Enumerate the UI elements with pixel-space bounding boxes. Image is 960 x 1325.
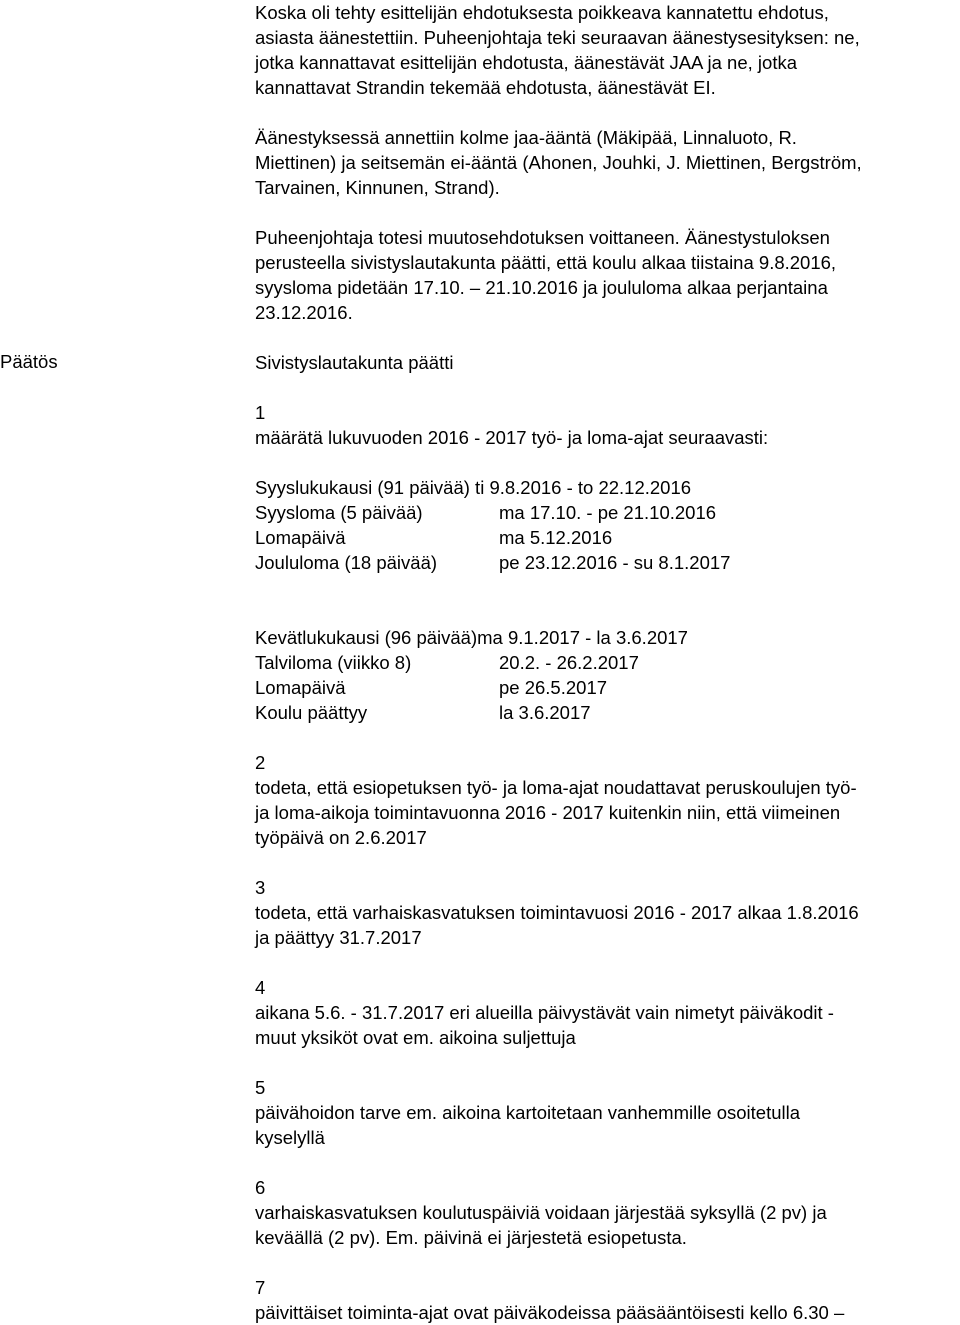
item-number: 5 (255, 1077, 266, 1098)
schedule-value: ma 5.12.2016 (499, 527, 613, 548)
spacer (255, 1050, 955, 1075)
decision-item-4 (255, 975, 955, 1050)
item-text: aikana 5.6. - 31.7.2017 eri alueilla päivystävät vain nimetyt päiväkodit - (255, 1002, 834, 1023)
section-label-decision: Päätös (0, 351, 58, 372)
spacer (255, 375, 955, 400)
item-text: ja loma-aikoja toimintavuonna 2016 - 2017 kuitenkin niin, että viimeinen (255, 802, 841, 823)
item-text: todeta, että esiopetuksen työ- ja loma-ajat noudattavat peruskoulujen työ- (255, 777, 857, 798)
vote-result-paragraph (255, 125, 955, 200)
spacer (255, 575, 955, 600)
spacer (255, 850, 955, 875)
text-line: jotka kannattavat esittelijän ehdotusta, äänestävät JAA ja ne, jotka (255, 52, 797, 73)
text-line: Tarvainen, Kinnunen, Strand). (255, 177, 500, 198)
item-text: todeta, että varhaiskasvatuksen toimintavuosi 2016 - 2017 alkaa 1.8.2016 (255, 902, 859, 923)
schedule-row (255, 525, 955, 550)
item-number: 6 (255, 1177, 266, 1198)
schedule-row (255, 500, 955, 525)
item-text: määrätä lukuvuoden 2016 - 2017 työ- ja loma-ajat seuraavasti: (255, 427, 769, 448)
schedule-label: Koulu päättyy (255, 702, 368, 723)
item-text: muut yksiköt ovat em. aikoina suljettuja (255, 1027, 576, 1048)
item-text: päivittäiset toiminta-ajat ovat päiväkodeissa pääsääntöisesti kello 6.30 – (255, 1302, 845, 1323)
item-number: 2 (255, 752, 266, 773)
schedule-value: 20.2. - 26.2.2017 (499, 652, 639, 673)
item-text: ja päättyy 31.7.2017 (255, 927, 422, 948)
decision-item-3 (255, 875, 955, 950)
schedule-value: ma 17.10. - pe 21.10.2016 (499, 502, 717, 523)
schedule-label: Lomapäivä (255, 677, 346, 698)
text-line: Äänestyksessä annettiin kolme jaa-ääntä (Mäkipää, Linnaluoto, R. (255, 127, 797, 148)
item-text: työpäivä on 2.6.2017 (255, 827, 427, 848)
schedule-row (255, 675, 955, 700)
spacer (255, 1150, 955, 1175)
item-text: varhaiskasvatuksen koulutuspäiviä voidaan järjestää syksyllä (2 pv) ja (255, 1202, 827, 1223)
spacer (255, 450, 955, 475)
item-text: päivähoidon tarve em. aikoina kartoitetaan vanhemmille osoitetulla (255, 1102, 801, 1123)
spacer (255, 100, 955, 125)
spring-schedule (255, 625, 955, 725)
item-text: keväällä (2 pv). Em. päivinä ei järjestetä esiopetusta. (255, 1227, 687, 1248)
schedule-label: Lomapäivä (255, 527, 346, 548)
spacer (255, 725, 955, 750)
decision-intro: Sivistyslautakunta päätti (255, 352, 454, 373)
schedule-row (255, 550, 955, 575)
decision-item-6 (255, 1175, 955, 1250)
document-body (255, 0, 955, 1325)
decision-item-1 (255, 400, 955, 450)
decision-item-2 (255, 750, 955, 850)
spacer (255, 200, 955, 225)
schedule-label: Kevätlukukausi (96 päivää)ma 9.1.2017 - la 3.6.2017 (255, 627, 688, 648)
text-line: syysloma pidetään 17.10. – 21.10.2016 ja joululoma alkaa perjantaina (255, 277, 828, 298)
decision-item-5 (255, 1075, 955, 1150)
spacer (255, 1250, 955, 1275)
text-line: perusteella sivistyslautakunta päätti, että koulu alkaa tiistaina 9.8.2016, (255, 252, 837, 273)
text-line: Koska oli tehty esittelijän ehdotuksesta poikkeava kannatettu ehdotus, (255, 2, 829, 23)
spacer (255, 600, 955, 625)
schedule-row (255, 700, 955, 725)
item-number: 3 (255, 877, 266, 898)
schedule-row (255, 475, 955, 500)
schedule-label: Syysloma (5 päivää) (255, 502, 423, 523)
schedule-row (255, 650, 955, 675)
schedule-value: pe 26.5.2017 (499, 677, 608, 698)
chair-statement-paragraph (255, 225, 955, 325)
spacer (255, 325, 955, 350)
text-line: kannattavat Strandin tekemää ehdotusta, äänestävät EI. (255, 77, 716, 98)
spacer (255, 950, 955, 975)
text-line: Puheenjohtaja totesi muutosehdotuksen voittaneen. Äänestystuloksen (255, 227, 830, 248)
schedule-value: la 3.6.2017 (499, 702, 591, 723)
autumn-schedule (255, 475, 955, 575)
item-number: 7 (255, 1277, 266, 1298)
item-number: 4 (255, 977, 266, 998)
schedule-label: Talviloma (viikko 8) (255, 652, 412, 673)
text-line: 23.12.2016. (255, 302, 353, 323)
voting-paragraph (255, 0, 955, 100)
text-line: Miettinen) ja seitsemän ei-ääntä (Ahonen, Jouhki, J. Miettinen, Bergström, (255, 152, 862, 173)
item-number: 1 (255, 402, 266, 423)
schedule-row (255, 625, 955, 650)
schedule-value: pe 23.12.2016 - su 8.1.2017 (499, 552, 731, 573)
item-text: kyselyllä (255, 1127, 325, 1148)
schedule-label: Joululoma (18 päivää) (255, 552, 438, 573)
schedule-label: Syyslukukausi (91 päivää) ti 9.8.2016 - to 22.12.2016 (255, 477, 692, 498)
text-line: asiasta äänestettiin. Puheenjohtaja teki seuraavan äänestysesityksen: ne, (255, 27, 860, 48)
